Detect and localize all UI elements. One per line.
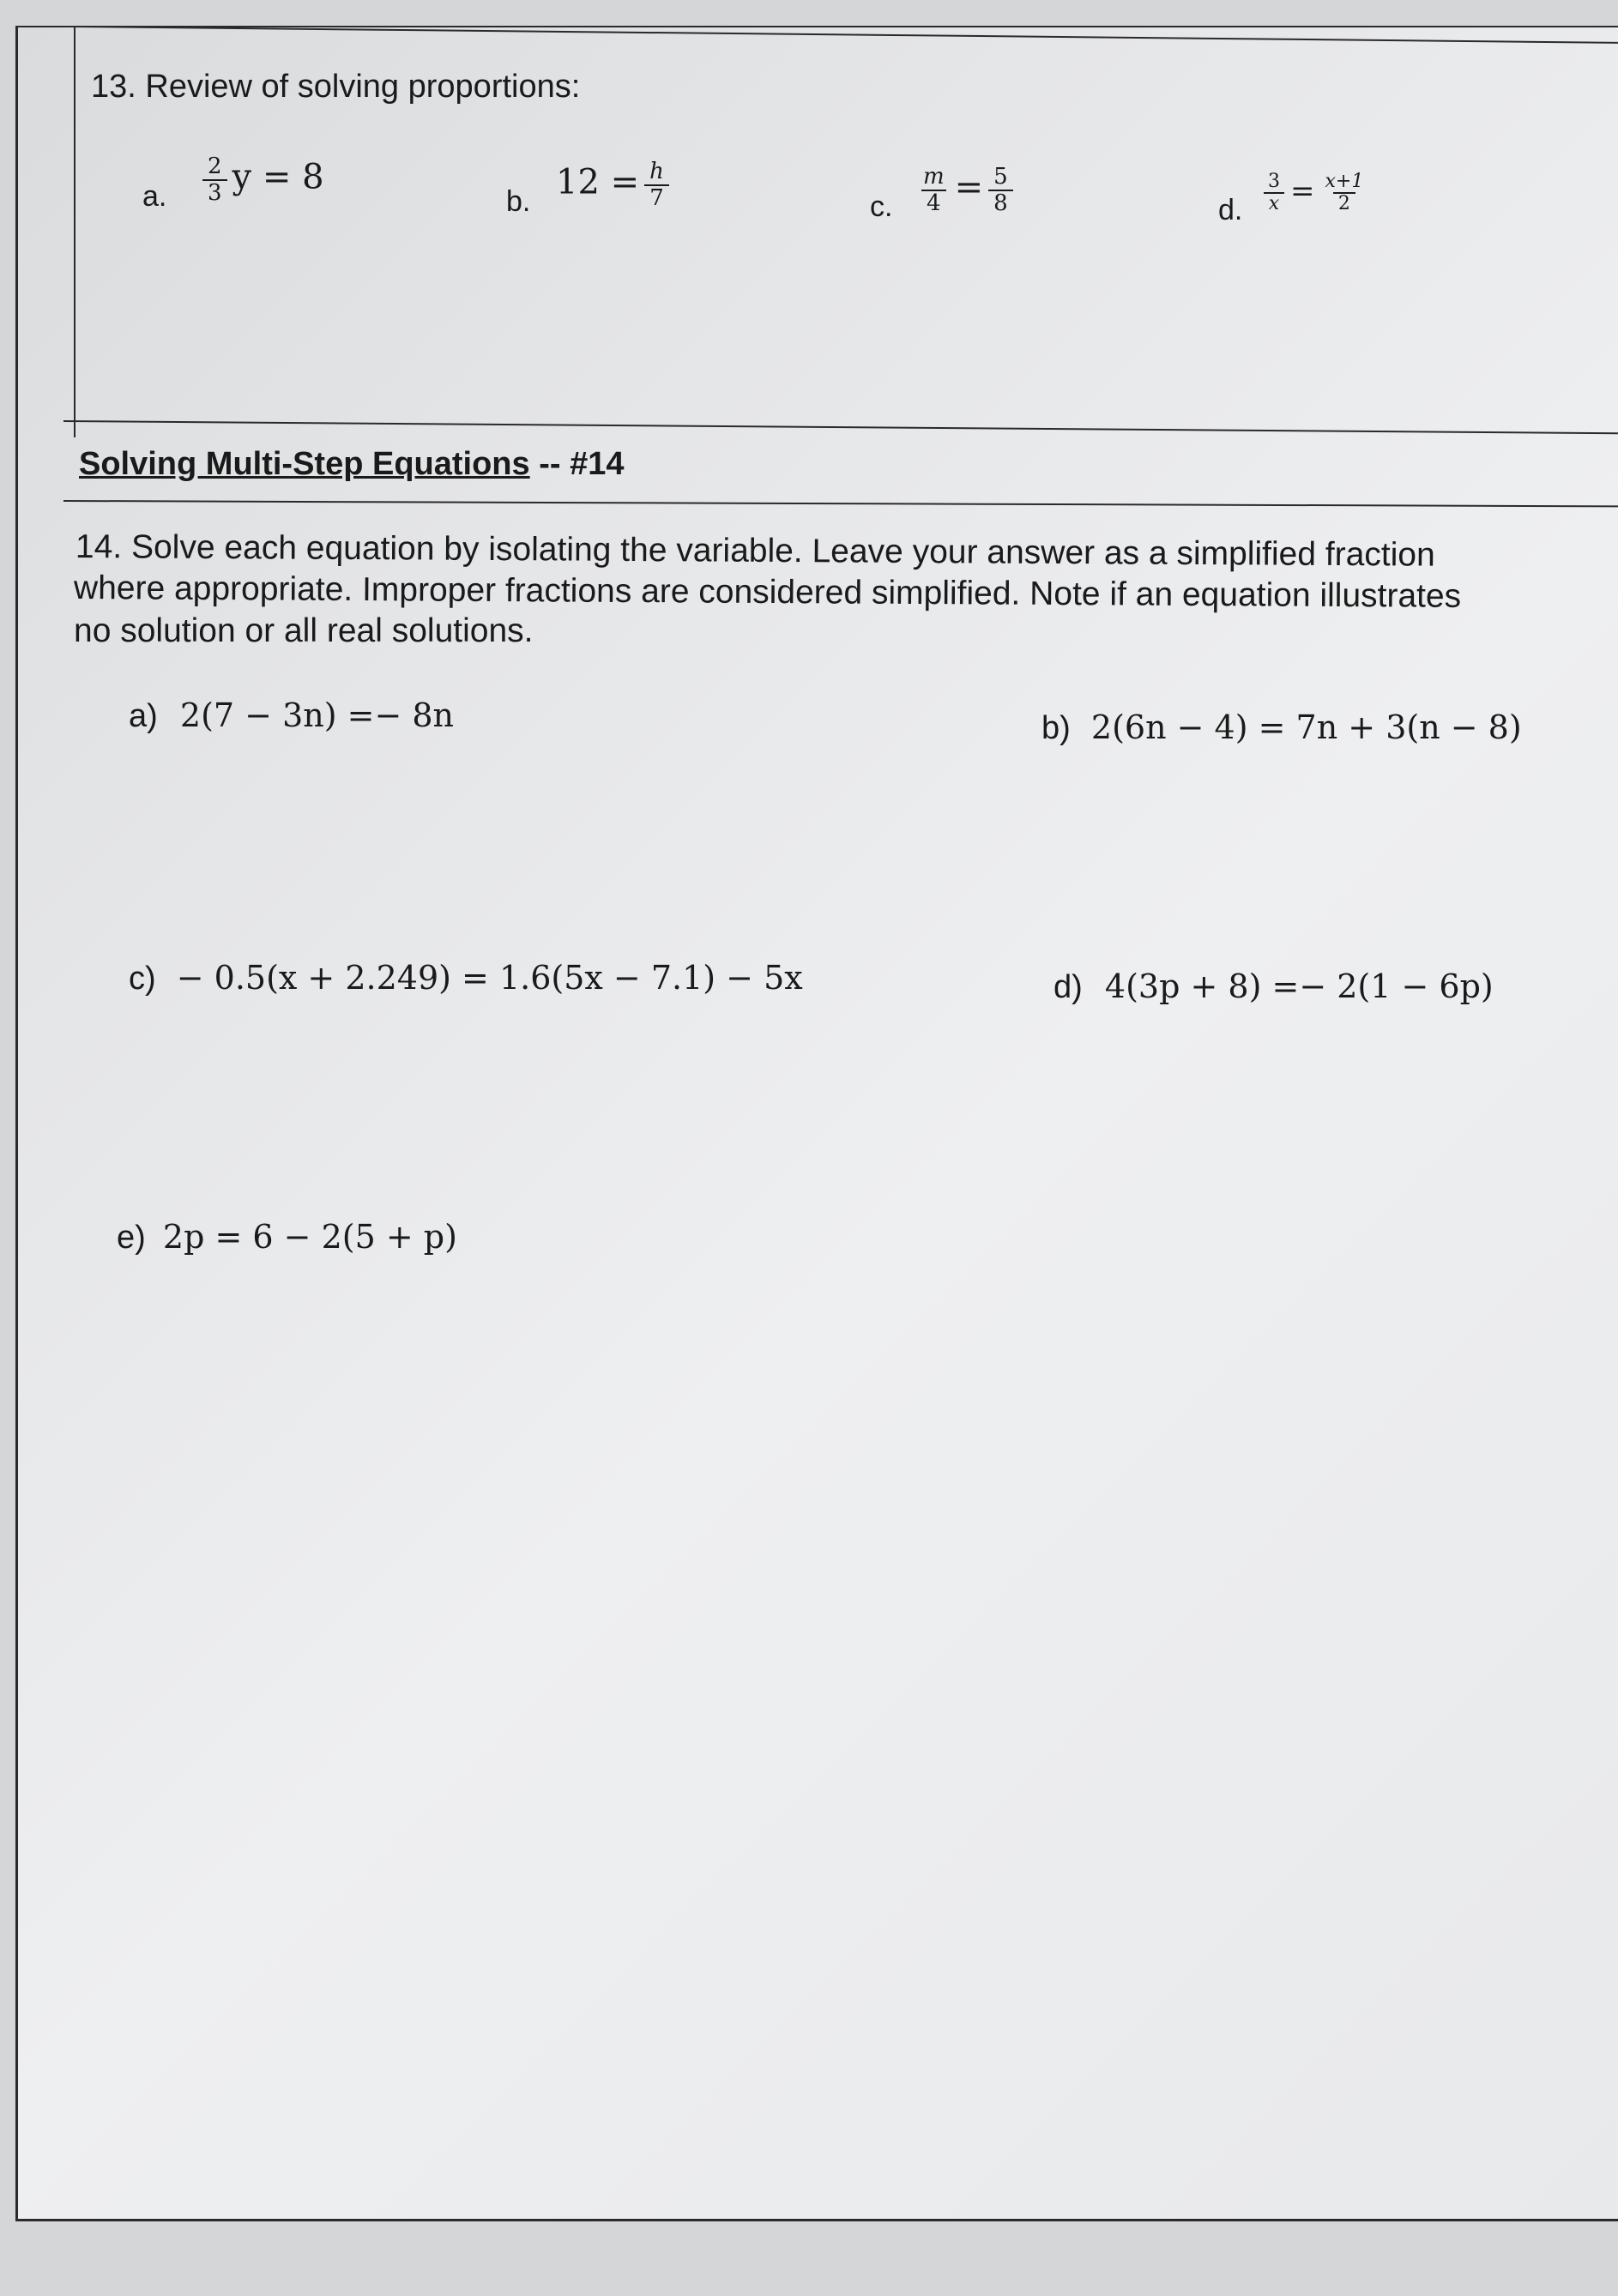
q13-a-equation: $\frac{2}{3}$ y = 8 [197, 154, 324, 205]
q13-c-label: c. [870, 190, 893, 223]
q14-d-label: d) [1054, 969, 1083, 1005]
q13-c-fraction-right: $\frac{5}{8}$ [988, 165, 1013, 215]
q14-instructions-line3: no solution or all real solutions. [74, 612, 534, 649]
inner-left-border [74, 26, 75, 437]
q14-b-equation: 2(6n − 4) = 7n + 3(n − 8) [1090, 708, 1522, 746]
q14-d [1054, 967, 1494, 1006]
q13-c-equation: $\frac{m}{4}$ = $\frac{5}{8}$ [913, 165, 1018, 215]
q13-c-fraction-left: $\frac{m}{4}$ [923, 164, 945, 216]
section-heading: Solving Multi-Step Equations -- #14 [79, 446, 625, 482]
q13-a-fraction: $\frac{2}{3}$ [202, 154, 227, 205]
q14-d-equation: 4(3p + 8) =− 2(1 − 6p) [1104, 967, 1494, 1005]
q13-title: 13. Review of solving proportions: [91, 69, 581, 105]
q14-a [129, 696, 454, 735]
q13-a-label: a. [142, 180, 167, 213]
q14-c-label: c) [129, 961, 156, 997]
q14-e-equation: 2p = 6 − 2(5 + p) [162, 1218, 457, 1256]
q14-b [1041, 708, 1522, 747]
q14-c-equation: − 0.5(x + 2.249) = 1.6(5x − 7.1) − 5x [176, 959, 803, 997]
q13-d-label: d. [1218, 194, 1243, 226]
q13-b-fraction: $\frac{h}{7}$ [644, 160, 669, 210]
q13-d-fraction-right: $\frac{x+1}{2}$ [1325, 171, 1364, 215]
q14-e [117, 1218, 457, 1256]
q14-e-label: e) [117, 1220, 146, 1256]
q13-d-equation: $\frac{3}{x}$ = $\frac{x+1}{2}$ [1258, 172, 1373, 214]
q13-b-label: b. [506, 185, 531, 218]
worksheet-page [15, 26, 1618, 2221]
q14-c [129, 959, 803, 997]
q14-a-equation: 2(7 − 3n) =− 8n [179, 696, 455, 734]
q14-b-label: b) [1041, 710, 1071, 746]
q14-instructions-line1: 14. Solve each equation by isolating the variable. Leave your answer as a simplified fraction [75, 528, 1435, 574]
q13-b-equation: 12 = $\frac{h}{7}$ [556, 160, 674, 210]
q14-a-label: a) [129, 698, 158, 734]
q13-d-fraction-left: $\frac{3}{x}$ [1263, 172, 1285, 214]
q14-instructions-line2: where appropriate. Improper fractions are considered simplified. Note if an equation illustrates [73, 569, 1462, 615]
